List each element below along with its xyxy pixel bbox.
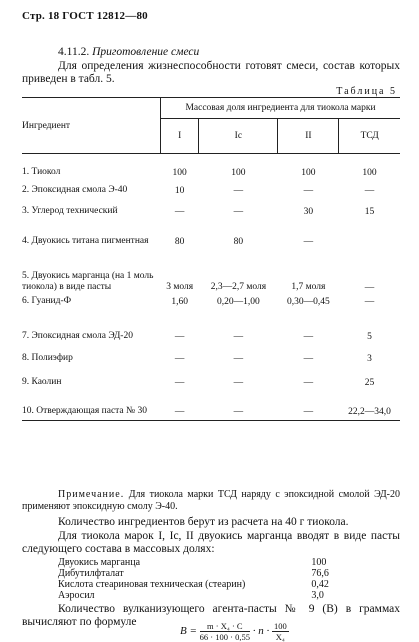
formula-numerator-2: 100: [273, 621, 287, 631]
formula-middle: · n ·: [252, 625, 270, 638]
cell: 25: [364, 377, 375, 388]
formula: [180, 621, 289, 642]
cell: 30: [303, 206, 314, 217]
formula-denominator-2: X₄: [275, 632, 285, 642]
section-heading: [58, 46, 199, 58]
composition-value: 76,6: [311, 568, 329, 579]
ingredients-table: [22, 97, 400, 421]
cell: 100: [231, 167, 246, 178]
table-row: [22, 342, 400, 364]
table-row: [22, 247, 400, 293]
cell: 100: [301, 167, 316, 178]
composition-name: Двуокись марганца: [58, 557, 141, 568]
row-label: 10. Отверждающая паста № 30: [22, 406, 147, 416]
composition-row: [58, 579, 329, 590]
table-note: [22, 489, 400, 513]
cell: 2,3—2,7 моля: [210, 281, 267, 292]
column-header-grade-1: I: [161, 119, 199, 154]
cell: —: [174, 331, 185, 342]
table-row: [22, 178, 400, 196]
cell: —: [303, 377, 314, 388]
cell: —: [174, 353, 185, 364]
column-header-grade-tsd: ТСД: [339, 119, 400, 154]
paragraph-formula-intro: Количество вулканизующего агента-пасты № 9 (В) в граммах вычисляют по формуле: [22, 603, 400, 628]
cell: 10: [174, 185, 185, 196]
column-header-grade-2: II: [278, 119, 339, 154]
cell: 0,20—1,00: [217, 296, 260, 307]
page-header: Стр. 18 ГОСТ 12812—80: [22, 10, 148, 22]
cell: —: [303, 185, 314, 196]
cell: 0,30—0,45: [287, 296, 330, 307]
table-row: [22, 293, 400, 307]
cell: 5: [367, 331, 372, 342]
row-label: 3. Углерод технический: [22, 205, 118, 216]
note-text: Для тиокола марки ТСД наряду с эпоксидной смолой ЭД-20 применяют эпоксидную смолу Э-40.: [22, 489, 400, 512]
cell: —: [303, 353, 314, 364]
note-label: Примечание.: [58, 489, 125, 500]
table-row: [22, 307, 400, 342]
table-caption: Таблица 5: [336, 86, 397, 97]
cell: —: [364, 282, 375, 293]
composition-name: Аэросил: [58, 590, 95, 601]
composition-name: Кислота стеариновая техническая (стеарин): [58, 579, 246, 590]
formula-numerator-1: m · X₄ · C: [200, 621, 250, 632]
formula-fraction-1: [200, 621, 250, 642]
cell: —: [364, 185, 375, 196]
cell: —: [174, 377, 185, 388]
cell: 3: [367, 353, 372, 364]
cell: 100: [172, 167, 187, 178]
section-title: Приготовление смеси: [92, 46, 200, 58]
cell: —: [303, 236, 314, 247]
composition-value: 0,42: [311, 579, 329, 590]
table-row: [22, 154, 400, 178]
row-label: 7. Эпоксидная смола ЭД-20: [22, 330, 133, 341]
composition-row: [58, 590, 329, 601]
cell: —: [233, 206, 244, 217]
row-label: 2. Эпоксидная смола Э-40: [22, 184, 128, 195]
composition-value: 100: [311, 557, 327, 568]
composition-name: Дибутилфталат: [58, 568, 124, 579]
cell: —: [174, 407, 185, 417]
row-label: 9. Каолин: [22, 376, 62, 387]
cell: 15: [364, 206, 375, 217]
formula-lhs: B =: [180, 625, 197, 638]
section-number: 4.11.2.: [58, 46, 90, 58]
paragraph-paste: Для тиокола марок I, Ic, II двуокись марганца вводят в виде пасты следующего состава в массовых долях:: [22, 530, 400, 555]
cell: 1,7 моля: [291, 281, 326, 292]
cell: —: [233, 407, 244, 417]
cell: 22,2—34,0: [348, 407, 391, 417]
row-label: 8. Полиэфир: [22, 352, 73, 363]
table-row: [22, 196, 400, 217]
column-group-header: Массовая доля ингредиента для тиокола марки: [161, 98, 401, 119]
row-label: 1. Тиокол: [22, 166, 61, 177]
cell: [339, 217, 400, 247]
formula-fraction-2: [272, 621, 289, 642]
formula-denominator-1: 66 · 100 · 0,55: [199, 632, 250, 642]
paste-composition: [58, 557, 329, 601]
cell: 1,60: [171, 296, 188, 307]
cell: —: [233, 185, 244, 196]
composition-row: [58, 568, 329, 579]
cell: 80: [233, 236, 244, 247]
cell: —: [303, 407, 314, 417]
row-label: 5. Двуокись марганца (на 1 моль тиокола) в виде пасты: [22, 270, 154, 292]
composition-value: 3,0: [311, 590, 324, 601]
composition-row: [58, 557, 329, 568]
table-row: [22, 217, 400, 247]
cell: 100: [362, 167, 377, 178]
paragraph-quantity: Количество ингредиентов берут из расчета на 40 г тиокола.: [58, 516, 349, 528]
column-header-ingredient: Ингредиент: [22, 98, 161, 154]
cell: 80: [174, 236, 185, 247]
paragraph-intro: Для определения жизнеспособности готовят смеси, состав которых приведен в табл. 5.: [22, 60, 400, 85]
column-header-grade-1c: Ic: [199, 119, 278, 154]
cell: —: [233, 331, 244, 342]
row-label: 6. Гуанид-Ф: [22, 295, 72, 306]
table-row: [22, 364, 400, 388]
cell: —: [364, 296, 375, 307]
cell: 3 моля: [166, 281, 194, 292]
table-row: [22, 388, 400, 421]
cell: —: [233, 353, 244, 364]
cell: —: [233, 377, 244, 388]
cell: —: [174, 206, 185, 217]
row-label: 4. Двуокись титана пигментная: [22, 235, 149, 246]
cell: —: [303, 331, 314, 342]
